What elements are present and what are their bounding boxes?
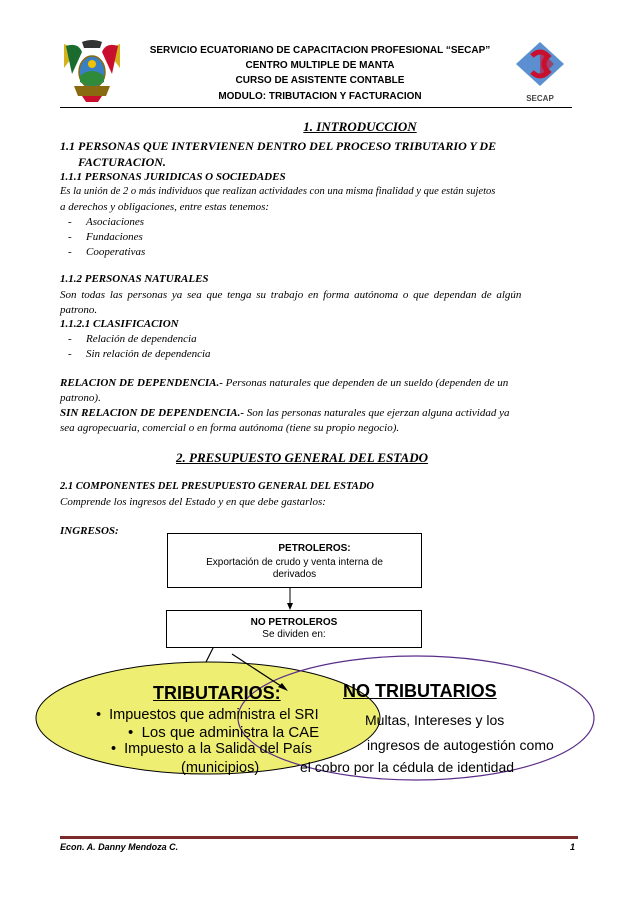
section-1-title: 1. INTRODUCCION [303, 119, 417, 134]
section-2-title: 2. PRESUPUESTO GENERAL DEL ESTADO [176, 450, 428, 465]
header-line-4: MODULO: TRIBUTACION Y FACTURACION [218, 91, 422, 102]
footer-rule [60, 836, 578, 839]
list-item: - Relación de dependencia [68, 333, 197, 345]
s112-heading: 1.1.2 PERSONAS NATURALES [60, 273, 209, 285]
s21-text: Comprende los ingresos del Estado y en que debe gastarlos: [60, 496, 326, 508]
secap-logo-text: SECAP [526, 94, 554, 103]
no-tributarios-line-1: Multas, Intereses y los [365, 712, 505, 728]
s112-paragraph-2: patrono. [60, 304, 98, 316]
s1121-heading: 1.1.2.1 CLASIFICACION [60, 318, 179, 330]
tributarios-item: • Impuesto a la Salida del País [111, 741, 312, 757]
petroleros-title: PETROLEROS: [278, 543, 351, 554]
tributarios-title: TRIBUTARIOS: [153, 683, 281, 703]
arrow-nopetro-to-tributarios [206, 646, 214, 662]
relacion-dependencia-line1: RELACION DE DEPENDENCIA.- Personas naturales que dependen de un sueldo (dependen de un [60, 377, 509, 389]
footer-author: Econ. A. Danny Mendoza C. [60, 842, 179, 852]
no-tributarios-line-3: el cobro por la cédula de identidad [300, 759, 515, 775]
petroleros-text-1: Exportación de crudo y venta interna de [206, 557, 383, 568]
tributarios-item: • Impuestos que administra el SRI [96, 707, 319, 723]
s21-heading: 2.1 COMPONENTES DEL PRESUPUESTO GENERAL DEL ESTADO [60, 481, 374, 492]
header-line-2: CENTRO MULTIPLE DE MANTA [245, 60, 395, 71]
s11-heading-line2: FACTURACION. [78, 155, 166, 169]
no-petroleros-box [166, 610, 422, 648]
header-line-3: CURSO DE ASISTENTE CONTABLE [235, 75, 405, 86]
s111-paragraph-2: a derechos y obligaciones, entre estas tenemos: [60, 201, 270, 213]
no-tributarios-line-2: ingresos de autogestión como [367, 737, 554, 753]
relacion-dependencia-line2: patrono). [60, 392, 101, 404]
no-tributarios-title: NO TRIBUTARIOS [343, 681, 497, 701]
s111-heading: 1.1.1 PERSONAS JURIDICAS O SOCIEDADES [60, 171, 286, 183]
s111-paragraph-1: Es la unión de 2 o más individuos que realizan actividades con una misma finalidad y que están sujetos [60, 186, 496, 197]
s112-paragraph-1: Son todas las personas ya sea que tenga su trabajo en forma autónoma o que dependan de algún [60, 289, 522, 301]
sin-relacion-dependencia-line2: sea agropecuaria, comercial o en forma autónoma (tiene su propio negocio). [60, 422, 400, 434]
footer-page-number: 1 [570, 842, 576, 852]
petroleros-box [167, 533, 422, 588]
list-item: - Cooperativas [68, 246, 146, 258]
no-petroleros-text: Se dividen en: [262, 629, 326, 640]
list-item: - Asociaciones [68, 216, 145, 228]
header-line-1: SERVICIO ECUATORIANO DE CAPACITACION PROFESIONAL “SECAP” [149, 45, 491, 56]
tributarios-item: • Los que administra la CAE [128, 724, 320, 741]
list-item: - Sin relación de dependencia [68, 348, 211, 360]
sin-relacion-dependencia-line1: SIN RELACION DE DEPENDENCIA.- Son las personas naturales que ejerzan alguna actividad ya [60, 407, 510, 419]
ingresos-label: INGRESOS: [60, 525, 119, 537]
s11-heading-line1: 1.1 PERSONAS QUE INTERVIENEN DENTRO DEL PROCESO TRIBUTARIO Y DE [60, 139, 497, 153]
petroleros-text-2: derivados [272, 569, 317, 580]
no-petroleros-title: NO PETROLEROS [250, 617, 338, 628]
tributarios-tail: (municipios) [181, 760, 260, 776]
list-item: - Fundaciones [68, 231, 143, 243]
